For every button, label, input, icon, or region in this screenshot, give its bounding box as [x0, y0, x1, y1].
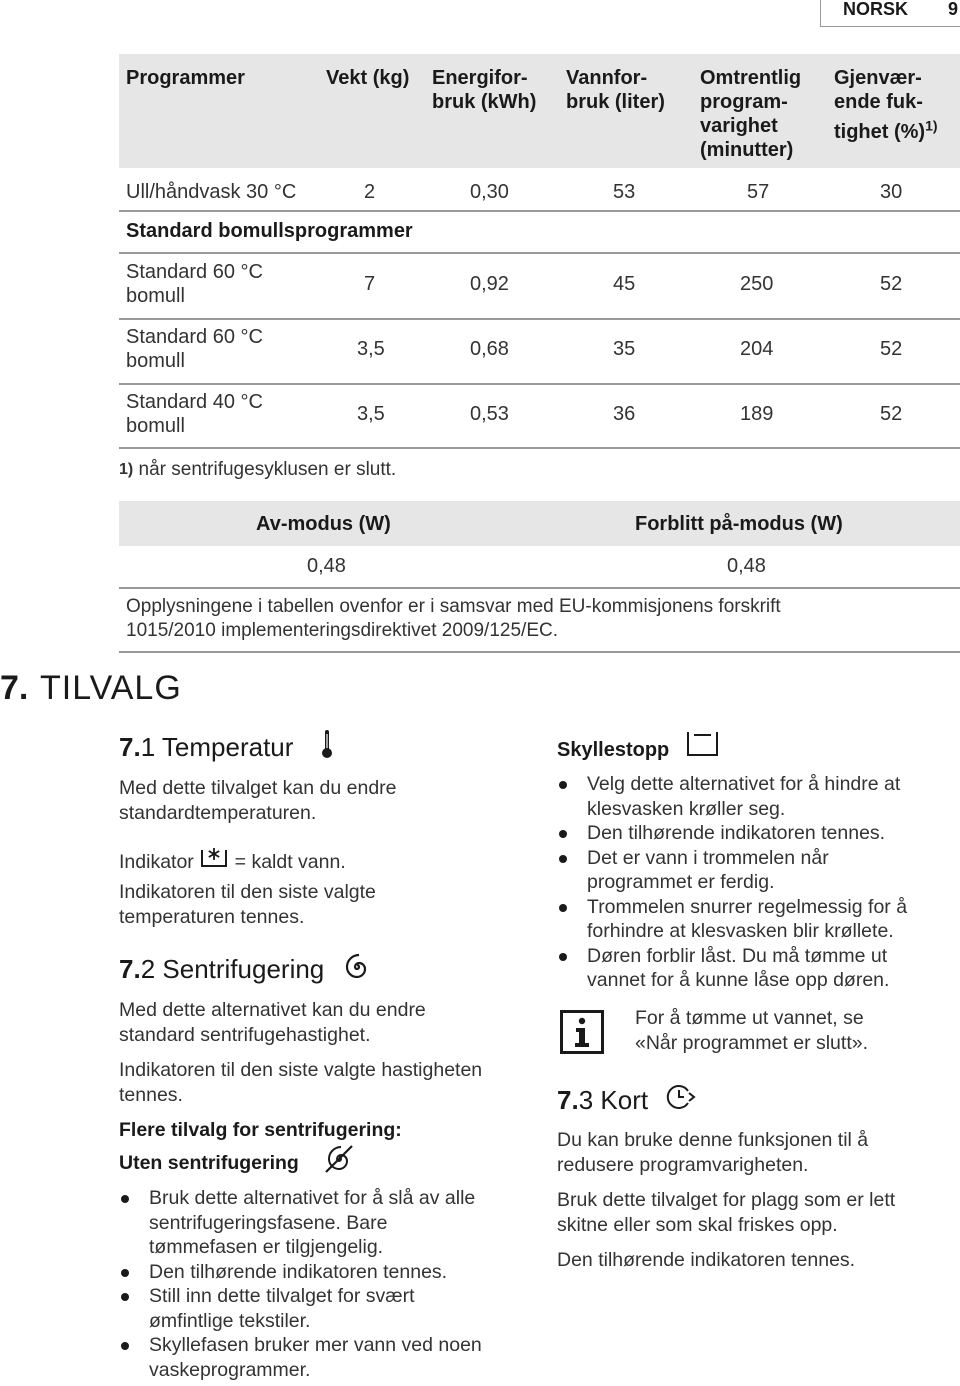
cell-duration: 189: [740, 403, 774, 425]
spin-text-2: Indikatoren til den siste valgte hastigheten tennes.: [119, 1059, 483, 1106]
list-item: Trommelen snurrer regelmessig for å forhindre at klesvasken blir krøllete.: [557, 895, 957, 944]
short-text-2: Bruk dette tilvalget for plagg som er lett skitne eller som skal friskes opp.: [557, 1189, 896, 1236]
power-note: Opplysningene i tabellen ovenfor er i samsvar med EU-kommisjonens forskrift 1015/2010 implementeringsdirektivet 2009/125/EC.: [126, 596, 781, 641]
list-item: Still inn dette tilvalget for svært ømfintlige tekstiler.: [119, 1284, 539, 1333]
cell-weight: 2: [364, 181, 376, 203]
col-header-water: Vannfor- bruk (liter): [566, 67, 665, 113]
heading-short: 7.3 Kort: [557, 1085, 649, 1115]
cell-energy: 0,68: [470, 338, 509, 360]
section-title: TILVALG: [40, 669, 182, 707]
cell-weight: 3,5: [357, 338, 385, 360]
rinse-hold-icon: [686, 730, 720, 758]
more-spin-options-title: Flere tilvalg for sentrifugering:: [119, 1119, 402, 1141]
info-text: For å tømme ut vannet, se «Når programmet er slutt».: [635, 1007, 869, 1054]
heading-temperature: 7.1 Temperatur: [119, 732, 294, 762]
col-header-moisture: Gjenvær- ende fuk- tighet (%)$^{1)}$: [834, 67, 938, 143]
cell-moisture: 30: [880, 181, 903, 203]
cell-program: Standard 60 °C bomull: [126, 326, 263, 372]
cell-weight: 7: [364, 273, 376, 295]
cell-water: 45: [613, 273, 636, 295]
heading-spin: 7.2 Sentrifugering: [119, 954, 325, 984]
list-item: Den tilhørende indikatoren tennes.: [557, 821, 957, 846]
cell-water: 53: [613, 181, 636, 203]
row-divider: [119, 318, 960, 320]
temperature-text-3: Indikatoren til den siste valgte temperaturen tennes.: [119, 881, 376, 928]
list-item: Skyllefasen bruker mer vann ved noen vaskeprogrammer.: [119, 1333, 539, 1382]
spin-text-1: Med dette alternativet kan du endre standard sentrifugehastighet.: [119, 999, 426, 1046]
no-spin-bullets: [119, 1186, 539, 1382]
no-spin-icon: [324, 1144, 354, 1174]
thermometer-icon: [318, 730, 336, 760]
cell-water: 35: [613, 338, 636, 360]
list-item: Døren forblir låst. Du må tømme ut vannet for å kunne låse opp døren.: [557, 944, 957, 993]
col-header-left-on-mode: Forblitt på-modus (W): [635, 513, 843, 535]
row-divider: [119, 587, 960, 589]
col-header-off-mode: Av-modus (W): [256, 513, 391, 535]
cell-left-on-mode: 0,48: [727, 555, 766, 577]
cell-duration: 250: [740, 273, 774, 295]
cell-program: Standard 40 °C bomull: [126, 391, 263, 437]
section-number: 7.: [0, 669, 29, 707]
rinse-hold-bullets: [557, 772, 957, 993]
cell-moisture: 52: [880, 403, 903, 425]
short-time-icon: [664, 1082, 696, 1112]
info-icon: [560, 1010, 604, 1054]
cell-weight: 3,5: [357, 403, 385, 425]
language-label: NORSK: [843, 0, 909, 19]
temperature-text-1: Med dette tilvalget kan du endre standardtemperaturen.: [119, 777, 397, 824]
group-title: Standard bomullsprogrammer: [126, 220, 413, 242]
col-header-weight: Vekt (kg): [326, 67, 410, 89]
no-spin-title: Uten sentrifugering: [119, 1152, 299, 1174]
spin-icon: [342, 952, 372, 982]
cold-water-icon: [199, 844, 229, 870]
cell-moisture: 52: [880, 338, 903, 360]
cell-energy: 0,53: [470, 403, 509, 425]
col-header-duration: Omtrentlig program- varighet (minutter): [700, 67, 802, 161]
cell-moisture: 52: [880, 273, 903, 295]
short-text-3: Den tilhørende indikatoren tennes.: [557, 1249, 856, 1271]
row-divider: [119, 651, 960, 653]
cell-duration: 204: [740, 338, 774, 360]
cell-off-mode: 0,48: [307, 555, 346, 577]
col-header-program: Programmer: [126, 67, 245, 89]
col-header-energy: Energifor- bruk (kWh): [432, 67, 537, 113]
row-divider: [119, 447, 960, 449]
rinse-hold-title: Skyllestopp: [557, 739, 670, 761]
list-item: Det er vann i trommelen når programmet er ferdig.: [557, 846, 957, 895]
cell-program: Ull/håndvask 30 °C: [126, 181, 297, 203]
short-text-1: Du kan bruke denne funksjonen til å redusere programvarigheten.: [557, 1129, 869, 1176]
cell-energy: 0,30: [470, 181, 509, 203]
list-item: Den tilhørende indikatoren tennes.: [119, 1260, 539, 1285]
row-divider: [119, 383, 960, 385]
cell-program: Standard 60 °C bomull: [126, 261, 263, 307]
temperature-indicator-text: Indikator = kaldt vann.: [119, 844, 346, 875]
cell-water: 36: [613, 403, 636, 425]
cell-duration: 57: [747, 181, 770, 203]
list-item: Bruk dette alternativet for å slå av alle sentrifugeringsfasene. Bare tømmefasen er tilgjengelig.: [119, 1186, 539, 1260]
row-divider: [119, 210, 960, 212]
row-divider: [119, 252, 960, 254]
page-number: 9: [948, 0, 959, 19]
list-item: Velg dette alternativet for å hindre at klesvasken krøller seg.: [557, 772, 957, 821]
cell-energy: 0,92: [470, 273, 509, 295]
footnote: $^{1)}$ når sentrifugesyklusen er slutt.: [119, 459, 397, 480]
